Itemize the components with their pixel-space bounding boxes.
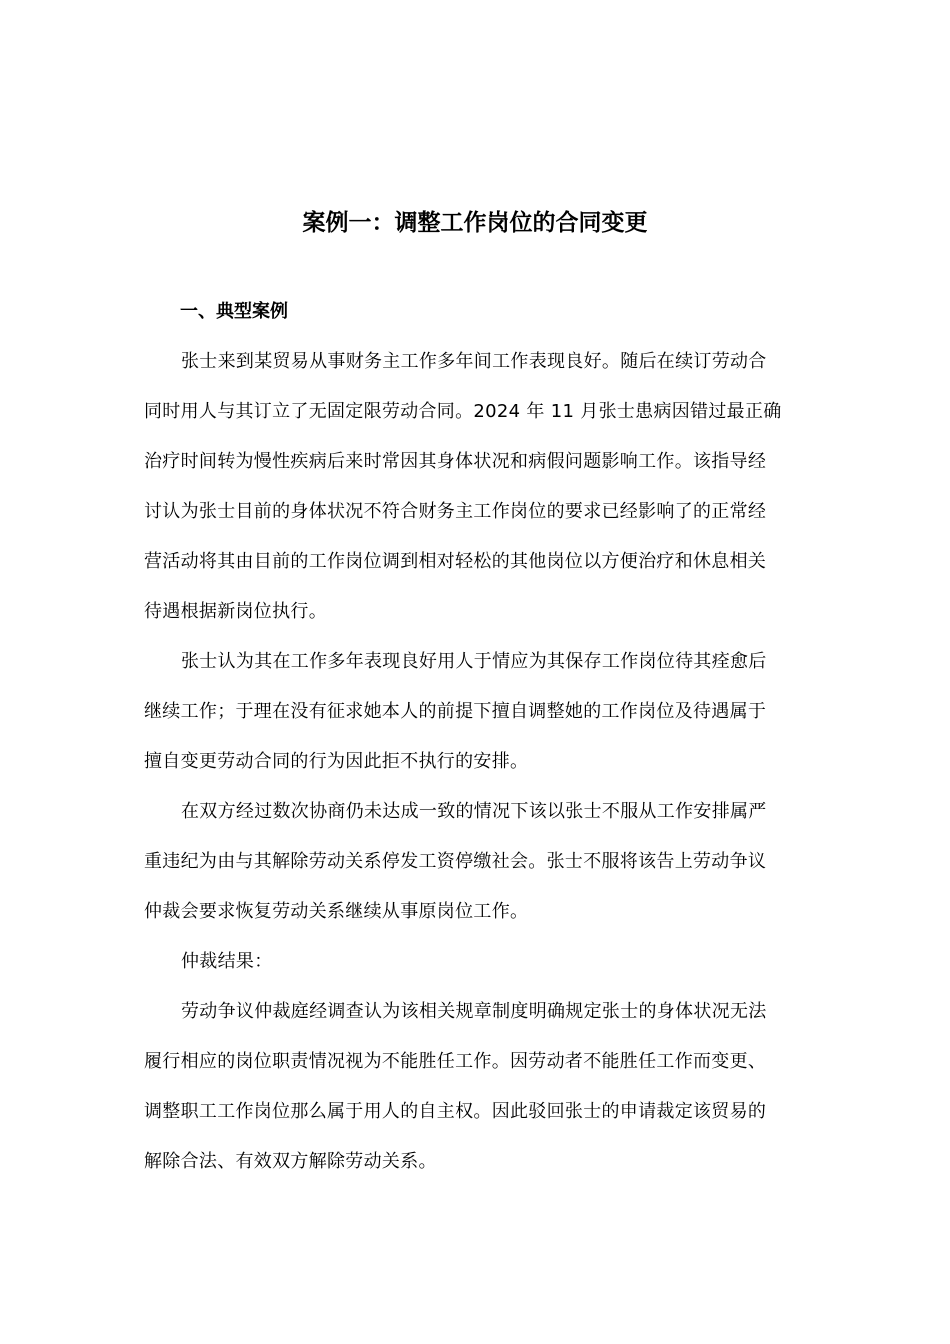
- paragraph-line: 继续工作；于理在没有征求她本人的前提下擅自调整她的工作岗位及待遇属于: [144, 701, 767, 722]
- paragraph-1: [144, 337, 796, 637]
- paragraph-line: 重违纪为由与其解除劳动关系停发工资停缴社会。张士不服将该告上劳动争议: [144, 851, 767, 872]
- paragraph-line: 仲裁会要求恢复劳动关系继续从事原岗位工作。: [144, 901, 529, 922]
- paragraph-line: 治疗时间转为慢性疾病后来时常因其身体状况和病假问题影响工作。该指导经: [144, 451, 767, 472]
- paragraph-line: 张士来到某贸易从事财务主工作多年间工作表现良好。随后在续订劳动合: [181, 351, 767, 372]
- document-title: 案例一：调整工作岗位的合同变更: [302, 210, 648, 236]
- paragraph-2: [144, 637, 796, 787]
- paragraph-line: 同时用人与其订立了无固定限劳动合同。2024 年 11 月张士患病因错过最正确: [144, 401, 782, 422]
- paragraph-line: 劳动争议仲裁庭经调查认为该相关规章制度明确规定张士的身体状况无法: [181, 1001, 767, 1022]
- paragraph-line: 履行相应的岗位职责情况视为不能胜任工作。因劳动者不能胜任工作而变更、: [144, 1051, 767, 1072]
- paragraph-line: 解除合法、有效双方解除劳动关系。: [144, 1151, 437, 1172]
- paragraph-3: [144, 787, 796, 937]
- paragraph-line: 调整职工工作岗位那么属于用人的自主权。因此驳回张士的申请裁定该贸易的: [144, 1101, 767, 1122]
- paragraph-line: 营活动将其由目前的工作岗位调到相对轻松的其他岗位以方便治疗和休息相关: [144, 551, 767, 572]
- arbitration-result-label: [144, 937, 796, 987]
- paragraph-line: 讨认为张士目前的身体状况不符合财务主工作岗位的要求已经影响了的正常经: [144, 501, 767, 522]
- section-heading: 一、典型案例: [180, 301, 288, 322]
- paragraph-5: [144, 987, 796, 1187]
- paragraph-line: 待遇根据新岗位执行。: [144, 601, 327, 622]
- paragraph-line: 仲裁结果：: [181, 951, 273, 972]
- paragraph-line: 在双方经过数次协商仍未达成一致的情况下该以张士不服从工作安排属严: [181, 801, 767, 822]
- paragraph-line: 张士认为其在工作多年表现良好用人于情应为其保存工作岗位待其痊愈后: [181, 651, 767, 672]
- paragraph-line: 擅自变更劳动合同的行为因此拒不执行的安排。: [144, 751, 529, 772]
